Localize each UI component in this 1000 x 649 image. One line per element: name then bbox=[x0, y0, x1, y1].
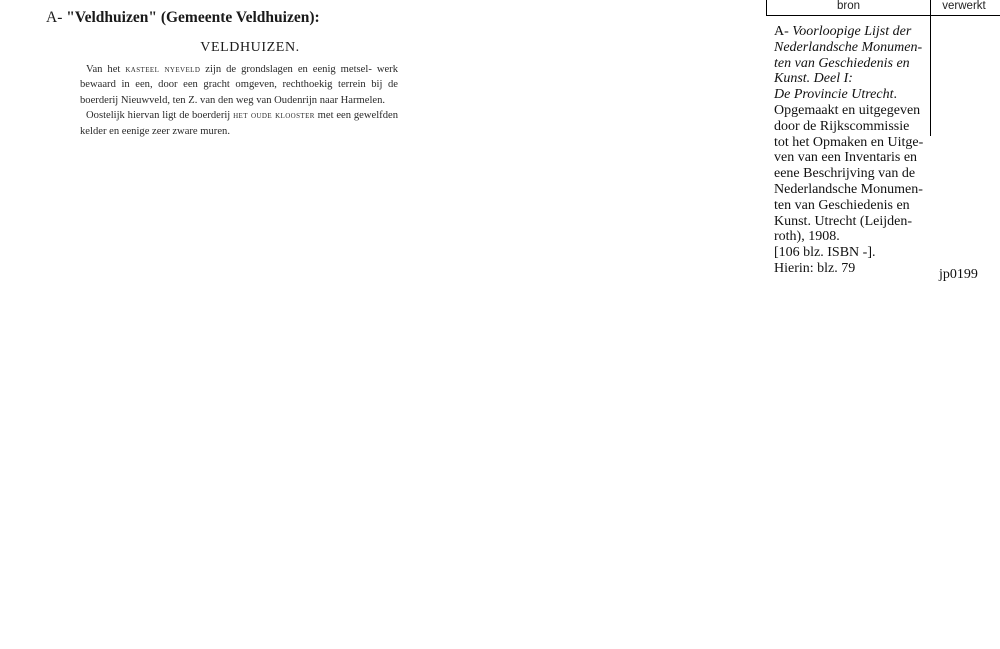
bron-line bbox=[774, 119, 930, 135]
bron-line-text: A- bbox=[774, 24, 793, 39]
excerpt-title: VELDHUIZEN. bbox=[200, 40, 300, 55]
bron-line bbox=[774, 87, 930, 103]
bron-line bbox=[774, 71, 930, 87]
bron-line-text: [106 blz. ISBN -]. bbox=[774, 245, 876, 261]
bron-line-text: Kunst. Utrecht (Leijden- bbox=[774, 213, 913, 229]
bron-line-text: roth), 1908. bbox=[774, 229, 840, 245]
bron-line-italic: Voorloopige Lijst der bbox=[792, 24, 912, 39]
entry-heading bbox=[46, 9, 320, 27]
excerpt-paragraph-1 bbox=[80, 62, 398, 108]
bron-line bbox=[774, 103, 930, 119]
bron-line-text: tot het Opmaken en Uitge- bbox=[774, 134, 924, 150]
excerpt-paragraph-2 bbox=[80, 108, 398, 139]
column-header-verwerkt: verwerkt bbox=[942, 0, 986, 12]
table-header-rule bbox=[766, 15, 1000, 16]
entry-prefix: A- bbox=[46, 9, 63, 26]
bron-line-text: . bbox=[893, 87, 897, 103]
bron-line-italic: Nederlandsche Monumen- bbox=[774, 39, 923, 55]
bron-line bbox=[774, 261, 930, 277]
bron-line-italic: Kunst. Deel I: bbox=[774, 71, 853, 87]
p1-c: zijn de grondslagen en eenig metsel- werk bewaard in een, door een gracht omgeven, rechthoekig terrein bij de boerderij Nieuwveld, ten Z. van den weg van Oudenrijn naar Harmelen. bbox=[80, 64, 398, 106]
p2-smallcaps: het oude klooster bbox=[233, 110, 315, 122]
bron-line bbox=[774, 24, 930, 40]
bron-line bbox=[774, 245, 930, 261]
p2-a: Oostelijk hiervan ligt de boerderij bbox=[86, 110, 234, 122]
p1-smallcaps: kasteel nyeveld bbox=[125, 64, 201, 75]
bron-line-text: eene Beschrijving van de bbox=[774, 166, 916, 182]
bron-citation bbox=[774, 24, 930, 277]
bron-line-text: Nederlandsche Monumen- bbox=[774, 181, 923, 197]
bron-line-italic: De Provincie Utrecht bbox=[774, 87, 894, 103]
bron-line-text: ten van Geschiedenis en bbox=[774, 197, 910, 213]
bron-line-text: door de Rijkscommissie bbox=[774, 118, 910, 134]
p2-c: met een gewelfden kelder en eenige zeer zware muren. bbox=[80, 110, 398, 137]
bron-line-text: ven van een Inventaris en bbox=[774, 150, 918, 166]
column-header-bron: bron bbox=[836, 0, 861, 12]
bron-line bbox=[774, 198, 930, 214]
bron-line-italic: ten van Geschiedenis en bbox=[774, 55, 910, 71]
record-code: jp0199 bbox=[939, 267, 978, 282]
bron-line bbox=[774, 56, 930, 72]
bron-line bbox=[774, 182, 930, 198]
entry-title: "Veldhuizen" (Gemeente Veldhuizen): bbox=[66, 9, 320, 26]
bron-line bbox=[774, 150, 930, 166]
bron-line bbox=[774, 214, 930, 230]
bron-line-text: Opgemaakt en uitgegeven bbox=[774, 102, 921, 118]
scanned-excerpt bbox=[80, 40, 398, 139]
bron-line bbox=[774, 40, 930, 56]
bron-line bbox=[774, 229, 930, 245]
p1-a: Van het bbox=[86, 64, 126, 75]
bron-line bbox=[774, 166, 930, 182]
bron-line-text: Hierin: blz. 79 bbox=[774, 260, 856, 276]
table-column-divider bbox=[930, 0, 931, 136]
bron-line bbox=[774, 135, 930, 151]
